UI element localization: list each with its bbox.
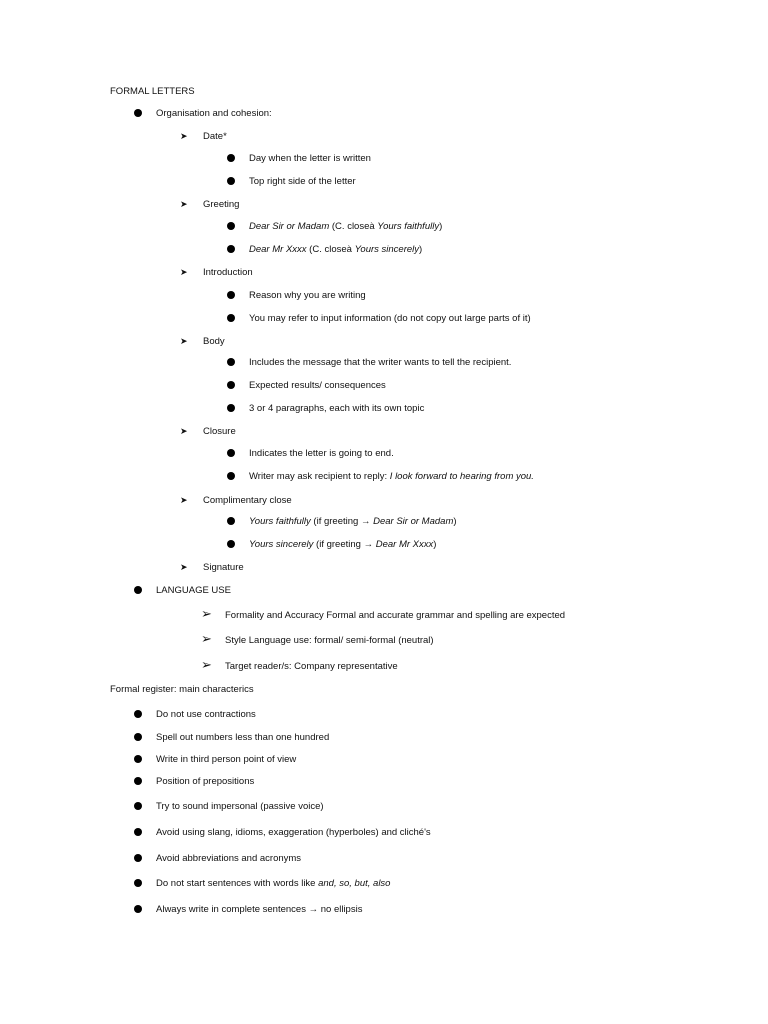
bullet-dot-icon: [227, 517, 235, 525]
bullet-dot-icon: [134, 586, 142, 594]
bullet-dot-icon: [227, 154, 235, 162]
bullet-dot-icon: [134, 755, 142, 763]
complimentary-item-2: Yours sincerely (if greeting → Dear Mr Xxxx): [249, 539, 437, 550]
signature-label: Signature: [203, 562, 244, 573]
body-item-3: 3 or 4 paragraphs, each with its own topic: [249, 403, 425, 414]
bullet-dot-icon: [227, 404, 235, 412]
bullet-dot-icon: [227, 358, 235, 366]
bullet-dot-icon: [134, 733, 142, 741]
bullet-dot-icon: [227, 222, 235, 230]
complimentary-item-1: Yours faithfully (if greeting → Dear Sir or Madam): [249, 516, 457, 527]
language-use-item-1: Formality and Accuracy Formal and accurate grammar and spelling are expected: [225, 610, 566, 621]
register-item-1: Do not use contractions: [156, 709, 256, 720]
body-label: Body: [203, 336, 225, 347]
bullet-dot-icon: [227, 291, 235, 299]
closure-label: Closure: [203, 426, 236, 437]
arrow-bullet-icon: ➤: [180, 495, 188, 505]
bullet-dot-icon: [134, 828, 142, 836]
bullet-dot-icon: [134, 879, 142, 887]
closure-item-2: Writer may ask recipient to reply: I look forward to hearing from you.: [249, 471, 534, 482]
language-use-item-3: Target reader/s: Company representative: [225, 661, 398, 672]
register-item-8: Do not start sentences with words like and, so, but, also: [156, 878, 391, 889]
arrow-bullet-icon: ➤: [180, 336, 188, 346]
introduction-item-1: Reason why you are writing: [249, 290, 366, 301]
bullet-dot-icon: [134, 802, 142, 810]
body-item-2: Expected results/ consequences: [249, 380, 386, 391]
greeting-item-1: Dear Sir or Madam (C. closeà Yours faithfully): [249, 221, 443, 232]
register-item-4: Position of prepositions: [156, 776, 255, 787]
body-item-1: Includes the message that the writer wants to tell the recipient.: [249, 357, 512, 368]
register-item-3: Write in third person point of view: [156, 754, 297, 765]
introduction-label: Introduction: [203, 267, 253, 278]
arrow-bullet-icon: ➢: [201, 606, 212, 621]
language-use-heading: LANGUAGE USE: [156, 585, 231, 596]
bullet-dot-icon: [227, 381, 235, 389]
bullet-dot-icon: [227, 314, 235, 322]
bullet-dot-icon: [227, 449, 235, 457]
complimentary-label: Complimentary close: [203, 495, 292, 506]
language-use-item-2: Style Language use: formal/ semi-formal (neutral): [225, 635, 434, 646]
date-item-1: Day when the letter is written: [249, 153, 371, 164]
register-item-2: Spell out numbers less than one hundred: [156, 732, 330, 743]
bullet-dot-icon: [134, 777, 142, 785]
bullet-dot-icon: [134, 710, 142, 718]
date-label: Date*: [203, 131, 227, 142]
greeting-item-2: Dear Mr Xxxx (C. closeà Yours sincerely): [249, 244, 423, 255]
arrow-bullet-icon: ➢: [201, 631, 212, 646]
org-heading: Organisation and cohesion:: [156, 108, 272, 119]
bullet-dot-icon: [134, 854, 142, 862]
register-heading: Formal register: main characterics: [110, 684, 254, 695]
arrow-bullet-icon: ➤: [180, 131, 188, 141]
bullet-dot-icon: [134, 905, 142, 913]
bullet-dot-icon: [227, 540, 235, 548]
arrow-bullet-icon: ➤: [180, 267, 188, 277]
arrow-bullet-icon: ➤: [180, 426, 188, 436]
register-item-5: Try to sound impersonal (passive voice): [156, 801, 324, 812]
arrow-bullet-icon: ➤: [180, 199, 188, 209]
register-item-6: Avoid using slang, idioms, exaggeration (hyperboles) and cliché's: [156, 827, 431, 838]
bullet-dot-icon: [227, 245, 235, 253]
greeting-label: Greeting: [203, 199, 240, 210]
closure-item-1: Indicates the letter is going to end.: [249, 448, 394, 459]
register-item-7: Avoid abbreviations and acronyms: [156, 853, 302, 864]
arrow-bullet-icon: ➢: [201, 657, 212, 672]
introduction-item-2: You may refer to input information (do not copy out large parts of it): [249, 313, 531, 324]
register-item-9: Always write in complete sentences → no ellipsis: [156, 904, 363, 915]
date-item-2: Top right side of the letter: [249, 176, 356, 187]
document-title: FORMAL LETTERS: [110, 86, 195, 97]
bullet-dot-icon: [134, 109, 142, 117]
bullet-dot-icon: [227, 472, 235, 480]
arrow-bullet-icon: ➤: [180, 562, 188, 572]
bullet-dot-icon: [227, 177, 235, 185]
